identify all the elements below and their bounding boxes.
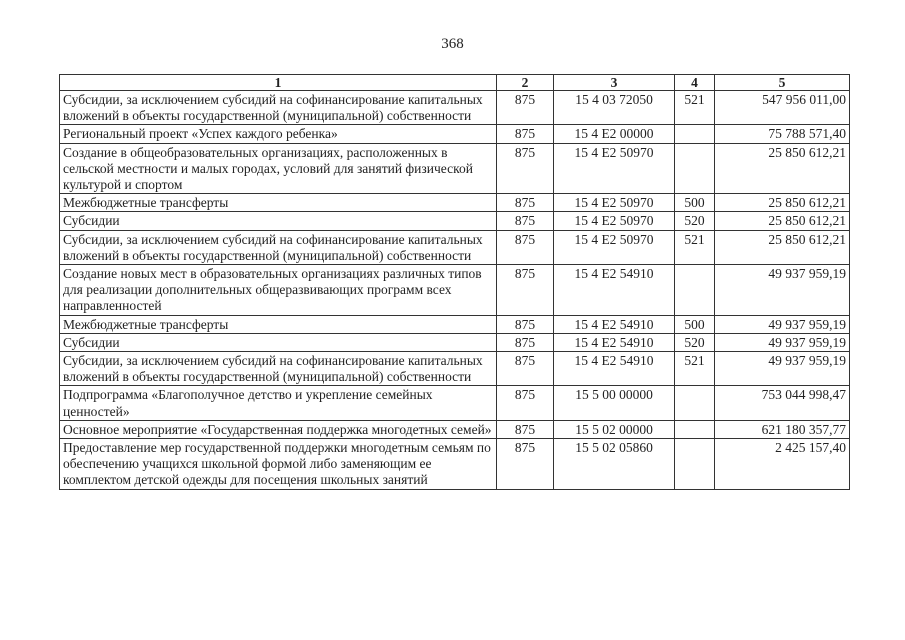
row-expense-type	[675, 265, 715, 316]
table-row	[60, 315, 850, 333]
table-row	[60, 125, 850, 143]
row-target-article: 15 4 E2 50970	[554, 230, 675, 264]
table-row	[60, 420, 850, 438]
row-ministry-code: 875	[497, 333, 554, 351]
budget-table	[59, 74, 850, 490]
row-amount: 49 937 959,19	[715, 315, 850, 333]
row-target-article: 15 4 E2 54910	[554, 333, 675, 351]
row-description: Создание в общеобразовательных организациях, расположенных в сельской местности и малых городах, условий для занятий физической культурой и спортом	[60, 143, 497, 194]
row-target-article: 15 5 02 00000	[554, 420, 675, 438]
table-row	[60, 143, 850, 194]
header-col-1: 1	[60, 75, 497, 91]
row-expense-type: 520	[675, 212, 715, 230]
row-target-article: 15 4 E2 54910	[554, 352, 675, 386]
table-row	[60, 439, 850, 490]
row-description: Подпрограмма «Благополучное детство и укрепление семейных ценностей»	[60, 386, 497, 420]
row-amount: 25 850 612,21	[715, 194, 850, 212]
row-amount: 49 937 959,19	[715, 352, 850, 386]
row-amount: 49 937 959,19	[715, 333, 850, 351]
table-row	[60, 352, 850, 386]
row-amount: 753 044 998,47	[715, 386, 850, 420]
row-description: Предоставление мер государственной поддержки многодетным семьям по обеспечению учащихся школьной формой либо заменяющим ее комплектом детской одежды для посещения школьных занятий	[60, 439, 497, 490]
table-row	[60, 265, 850, 316]
row-ministry-code: 875	[497, 212, 554, 230]
row-ministry-code: 875	[497, 194, 554, 212]
row-expense-type	[675, 420, 715, 438]
header-col-2: 2	[497, 75, 554, 91]
row-ministry-code: 875	[497, 315, 554, 333]
row-expense-type: 500	[675, 315, 715, 333]
row-amount: 547 956 011,00	[715, 91, 850, 125]
row-description: Субсидии, за исключением субсидий на софинансирование капитальных вложений в объекты государственной (муниципальной) собственности	[60, 230, 497, 264]
row-target-article: 15 4 E2 50970	[554, 212, 675, 230]
table-row	[60, 91, 850, 125]
row-ministry-code: 875	[497, 420, 554, 438]
row-expense-type: 520	[675, 333, 715, 351]
row-ministry-code: 875	[497, 91, 554, 125]
row-description: Субсидии, за исключением субсидий на софинансирование капитальных вложений в объекты государственной (муниципальной) собственности	[60, 352, 497, 386]
row-ministry-code: 875	[497, 439, 554, 490]
row-description: Создание новых мест в образовательных организациях различных типов для реализации дополнительных общеразвивающих программ всех направленностей	[60, 265, 497, 316]
row-target-article: 15 4 03 72050	[554, 91, 675, 125]
row-amount: 25 850 612,21	[715, 143, 850, 194]
table-row	[60, 230, 850, 264]
row-ministry-code: 875	[497, 125, 554, 143]
row-expense-type	[675, 439, 715, 490]
row-description: Региональный проект «Успех каждого ребенка»	[60, 125, 497, 143]
row-ministry-code: 875	[497, 143, 554, 194]
page-number: 368	[441, 36, 464, 52]
row-target-article: 15 4 E2 54910	[554, 265, 675, 316]
row-expense-type: 521	[675, 91, 715, 125]
row-expense-type	[675, 143, 715, 194]
row-expense-type: 521	[675, 352, 715, 386]
row-amount: 75 788 571,40	[715, 125, 850, 143]
row-description: Межбюджетные трансферты	[60, 315, 497, 333]
row-target-article: 15 4 E2 50970	[554, 194, 675, 212]
row-ministry-code: 875	[497, 230, 554, 264]
header-col-4: 4	[675, 75, 715, 91]
row-description: Субсидии	[60, 333, 497, 351]
row-expense-type	[675, 125, 715, 143]
row-description: Субсидии, за исключением субсидий на софинансирование капитальных вложений в объекты государственной (муниципальной) собственности	[60, 91, 497, 125]
row-expense-type: 500	[675, 194, 715, 212]
header-col-5: 5	[715, 75, 850, 91]
table-row	[60, 386, 850, 420]
row-amount: 25 850 612,21	[715, 230, 850, 264]
row-target-article: 15 4 E2 50970	[554, 143, 675, 194]
row-target-article: 15 4 E2 54910	[554, 315, 675, 333]
row-amount: 49 937 959,19	[715, 265, 850, 316]
row-amount: 2 425 157,40	[715, 439, 850, 490]
row-amount: 25 850 612,21	[715, 212, 850, 230]
row-expense-type: 521	[675, 230, 715, 264]
table-row	[60, 194, 850, 212]
row-ministry-code: 875	[497, 386, 554, 420]
row-ministry-code: 875	[497, 352, 554, 386]
header-row	[60, 75, 850, 91]
row-target-article: 15 5 02 05860	[554, 439, 675, 490]
header-col-3: 3	[554, 75, 675, 91]
row-description: Основное мероприятие «Государственная поддержка многодетных семей»	[60, 420, 497, 438]
table-row	[60, 333, 850, 351]
row-target-article: 15 5 00 00000	[554, 386, 675, 420]
row-description: Межбюджетные трансферты	[60, 194, 497, 212]
row-ministry-code: 875	[497, 265, 554, 316]
table-row	[60, 212, 850, 230]
row-amount: 621 180 357,77	[715, 420, 850, 438]
row-expense-type	[675, 386, 715, 420]
row-description: Субсидии	[60, 212, 497, 230]
row-target-article: 15 4 E2 00000	[554, 125, 675, 143]
